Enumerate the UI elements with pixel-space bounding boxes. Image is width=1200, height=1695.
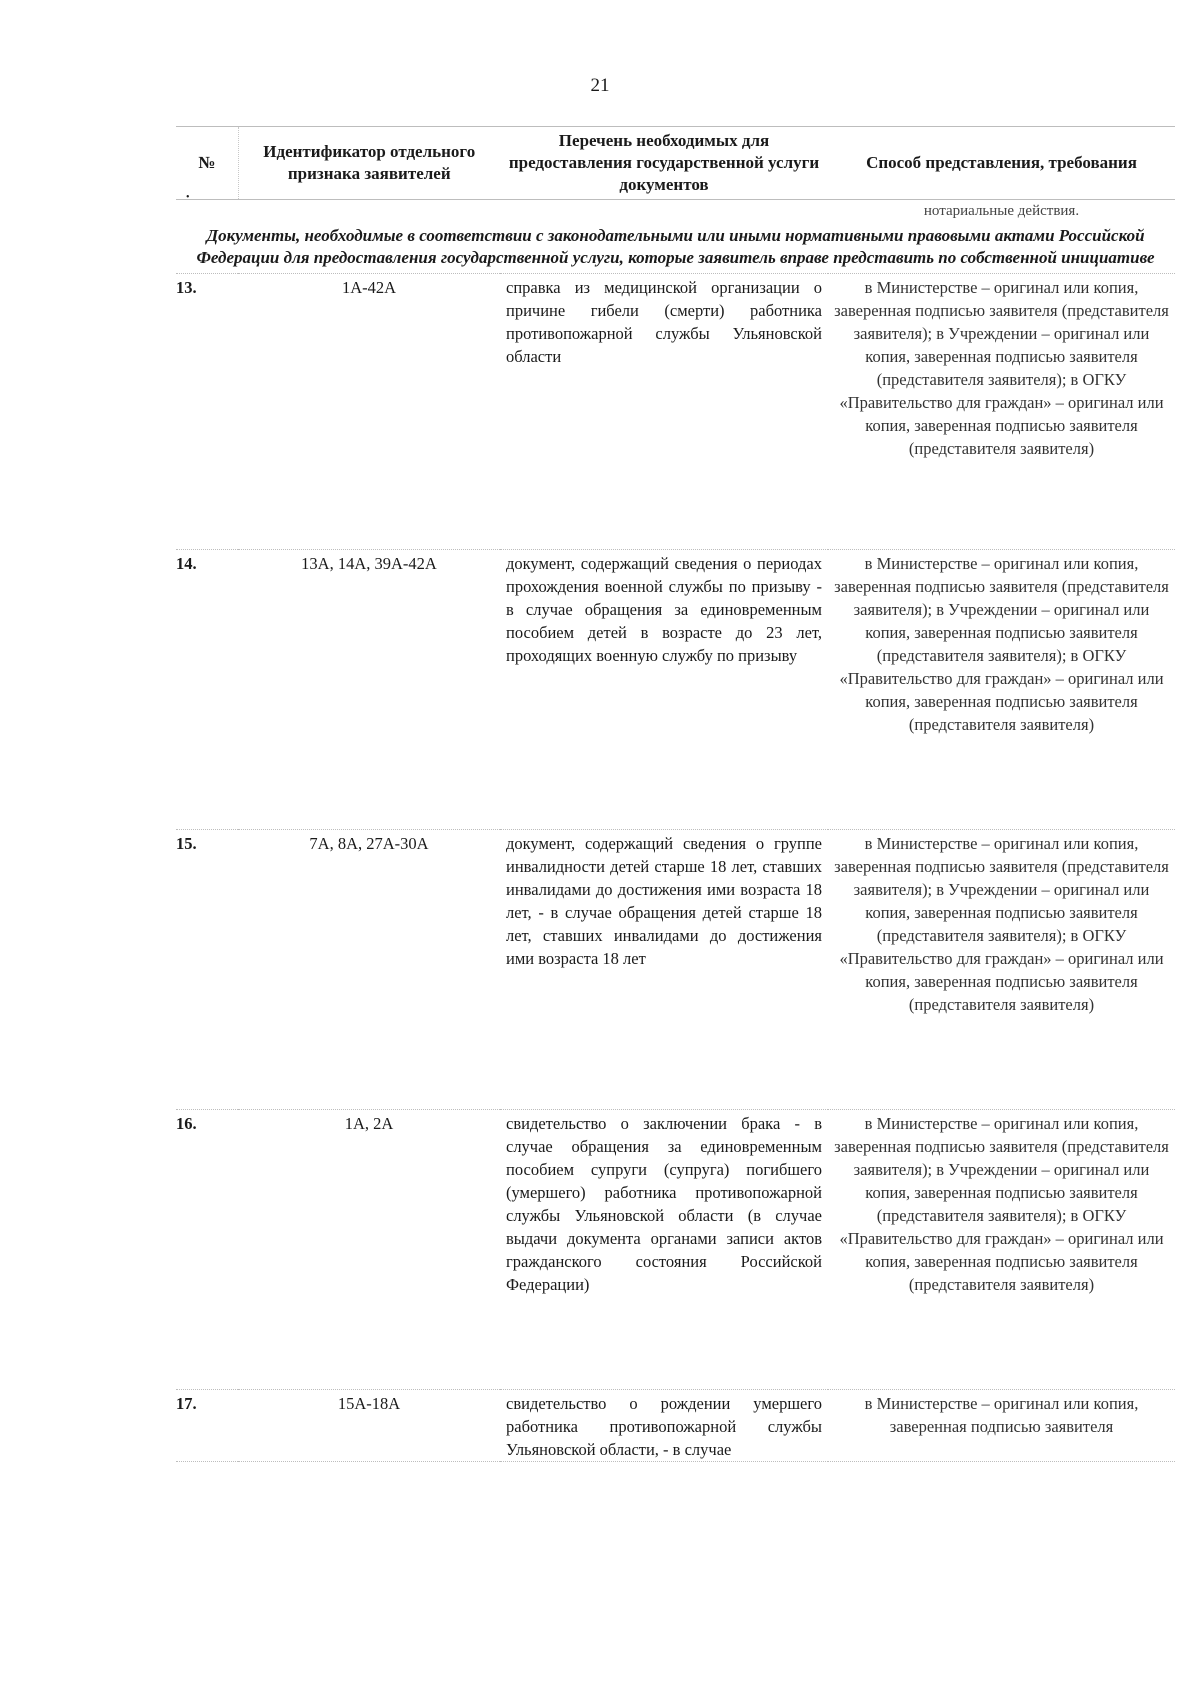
page-number: 21 — [590, 75, 610, 96]
table-row — [176, 830, 1175, 1110]
table-row — [176, 1390, 1175, 1462]
row-document: свидетельство о заключении брака - в случае обращения за единовременным пособием супруги (супруга) погибшего (умершего) работника противопожарной службы Ульяновской области (в случае выдачи документа органами записи актов гражданского состояния Российской Федерации) — [500, 1110, 828, 1390]
header-documents: Перечень необходимых для предоставления государственной услуги документов — [500, 127, 828, 200]
header-method: Способ представления, требования — [828, 127, 1175, 200]
documents-table — [176, 126, 1175, 1462]
row-identifier: 13А, 14А, 39А-42А — [238, 550, 500, 830]
row-document: свидетельство о рождении умершего работника противопожарной службы Ульяновской области, - в случае — [500, 1390, 828, 1462]
scan-dot: • — [186, 192, 190, 203]
row-identifier: 7А, 8А, 27А-30А — [238, 830, 500, 1110]
table-row — [176, 274, 1175, 550]
row-method: в Министерстве – оригинал или копия, заверенная подписью заявителя (представителя заявителя); в Учреждении – оригинал или копия, заверенная подписью заявителя (представителя заявителя); в ОГКУ «Правительство для граждан» – оригинал или копия, заверенная подписью заявителя (представителя заявителя) — [828, 550, 1175, 830]
header-num: № — [176, 127, 238, 200]
row-document: справка из медицинской организации о причине гибели (смерти) работника противопожарной службы Ульяновской области — [500, 274, 828, 550]
row-identifier: 1А-42А — [238, 274, 500, 550]
table-row — [176, 550, 1175, 830]
section-title: Документы, необходимые в соответствии с законодательными или иными нормативными правовыми актами Российской Федерации для предоставления государственной услуги, которые заявитель вправе представить по собственной инициативе — [196, 226, 1155, 267]
row-method: в Министерстве – оригинал или копия, заверенная подписью заявителя (представителя заявителя); в Учреждении – оригинал или копия, заверенная подписью заявителя (представителя заявителя); в ОГКУ «Правительство для граждан» – оригинал или копия, заверенная подписью заявителя (представителя заявителя) — [828, 274, 1175, 550]
section-row — [176, 223, 1175, 274]
carry-over-row — [176, 200, 1175, 224]
row-identifier: 1А, 2А — [238, 1110, 500, 1390]
row-number: 17. — [176, 1390, 238, 1462]
table-row — [176, 1110, 1175, 1390]
row-document: документ, содержащий сведения о периодах прохождения военной службы по призыву - в случае обращения за единовременным пособием детей в возрасте до 23 лет, проходящих военную службу по призыву — [500, 550, 828, 830]
row-identifier: 15А-18А — [238, 1390, 500, 1462]
row-number: 14. — [176, 550, 238, 830]
carry-over-text: нотариальные действия. — [923, 203, 1080, 219]
row-number: 16. — [176, 1110, 238, 1390]
row-method: в Министерстве – оригинал или копия, заверенная подписью заявителя (представителя заявителя); в Учреждении – оригинал или копия, заверенная подписью заявителя (представителя заявителя); в ОГКУ «Правительство для граждан» – оригинал или копия, заверенная подписью заявителя (представителя заявителя) — [828, 830, 1175, 1110]
table-header-row — [176, 127, 1175, 200]
row-method: в Министерстве – оригинал или копия, заверенная подписью заявителя (представителя заявителя); в Учреждении – оригинал или копия, заверенная подписью заявителя (представителя заявителя); в ОГКУ «Правительство для граждан» – оригинал или копия, заверенная подписью заявителя (представителя заявителя) — [828, 1110, 1175, 1390]
row-document: документ, содержащий сведения о группе инвалидности детей старше 18 лет, ставших инвалидами до достижения ими возраста 18 лет, - в случае обращения детей старше 18 лет, ставших инвалидами до достижения ими возраста 18 лет — [500, 830, 828, 1110]
header-identifier: Идентификатор отдельного признака заявителей — [238, 127, 500, 200]
row-method: в Министерстве – оригинал или копия, заверенная подписью заявителя — [828, 1390, 1175, 1462]
row-number: 15. — [176, 830, 238, 1110]
row-number: 13. — [176, 274, 238, 550]
